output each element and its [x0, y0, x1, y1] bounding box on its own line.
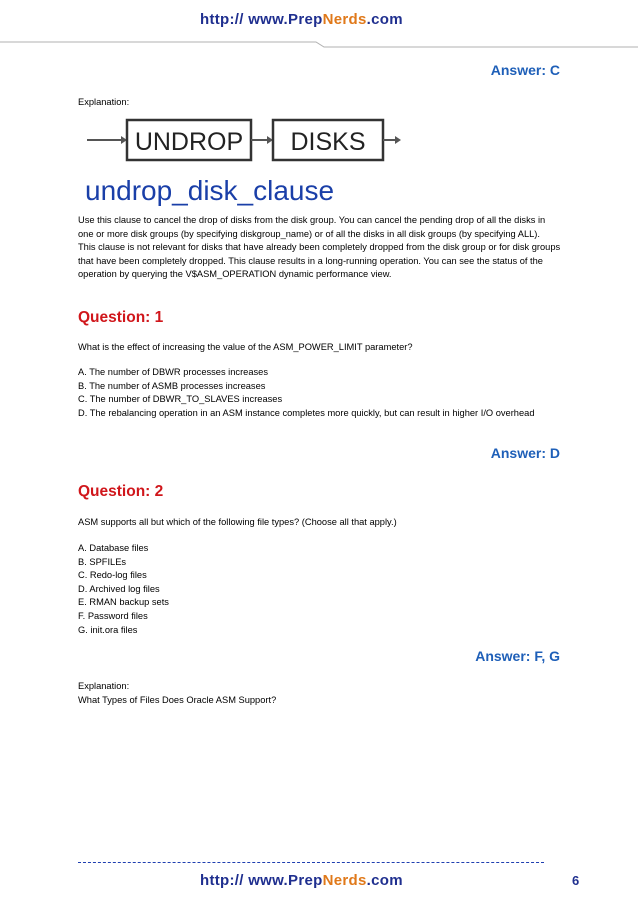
question-1-option-a: A. The number of DBWR processes increases — [78, 367, 268, 377]
question-2-explanation — [78, 680, 562, 707]
undrop-disk-clause-diagram — [83, 112, 403, 212]
diagram-caption: undrop_disk_clause — [85, 175, 335, 206]
question-1-option-c: C. The number of DBWR_TO_SLAVES increases — [78, 394, 283, 405]
header-url-brand: Prep — [288, 11, 323, 28]
footer-url-accent: Nerds — [322, 872, 367, 889]
question-1-answer: Answer: D — [490, 445, 560, 461]
footer-url[interactable] — [200, 872, 403, 889]
header-url[interactable] — [200, 11, 403, 28]
footer-url-suffix: .com — [366, 872, 403, 889]
explanation-body — [78, 214, 562, 282]
question-1-title: Question: 1 — [78, 309, 164, 326]
question-2-options — [78, 542, 562, 637]
question-2-title: Question: 2 — [78, 483, 164, 500]
question-1-option-b: B. The number of ASMB processes increases — [78, 380, 266, 391]
question-1-text: What is the effect of increasing the value of the ASM_POWER_LIMIT parameter? — [78, 342, 413, 352]
explanation-paragraph-1: Use this clause to cancel the drop of disks from the disk group. You can cancel the pending drop of all the disks in one or more disk groups (by specifying diskgroup_name) or of all the disks in all disk groups (by specifying ALL). — [78, 215, 546, 239]
question-2-option-a: A. Database files — [78, 543, 149, 553]
question-2-option-c: C. Redo-log files — [78, 570, 147, 581]
question-2-option-d: D. Archived log files — [78, 583, 160, 594]
question-2-answer: Answer: F, G — [475, 648, 560, 664]
question-2-explanation-text: What Types of Files Does Oracle ASM Support? — [78, 694, 277, 705]
header-url-accent: Nerds — [322, 11, 367, 28]
question-2-text: ASM supports all but which of the following file types? (Choose all that apply.) — [78, 517, 397, 527]
question-1-option-d: D. The rebalancing operation in an ASM instance completes more quickly, but can result in higher I/O overhead — [78, 407, 535, 418]
header-url-prefix: http:// www. — [200, 11, 289, 28]
diagram-box-disks: DISKS — [290, 128, 366, 156]
diagram-box-undrop: UNDROP — [134, 128, 244, 156]
answer-c-label: Answer: C — [490, 62, 560, 78]
question-2-option-b: B. SPFILEs — [78, 556, 127, 567]
footer-url-prefix: http:// www. — [200, 872, 289, 889]
question-2-option-f: F. Password files — [78, 610, 148, 621]
question-2-explanation-label: Explanation: — [78, 681, 130, 691]
explanation-paragraph-2: This clause is not relevant for disks that have already been completely dropped from the disk group or for disk groups that have been completely dropped. This clause results in a long-running operation. You can see the status of the operation by querying the V$ASM_OPERATION dynamic performance view. — [78, 242, 561, 280]
page-number: 6 — [572, 873, 580, 888]
header-url-suffix: .com — [366, 11, 403, 28]
explanation-label: Explanation: — [78, 97, 130, 107]
question-2-option-e: E. RMAN backup sets — [78, 597, 169, 608]
footer-divider — [78, 862, 544, 863]
header-divider — [0, 40, 638, 48]
question-1-options — [78, 366, 562, 420]
question-2-option-g: G. init.ora files — [78, 624, 138, 635]
footer-url-brand: Prep — [288, 872, 323, 889]
